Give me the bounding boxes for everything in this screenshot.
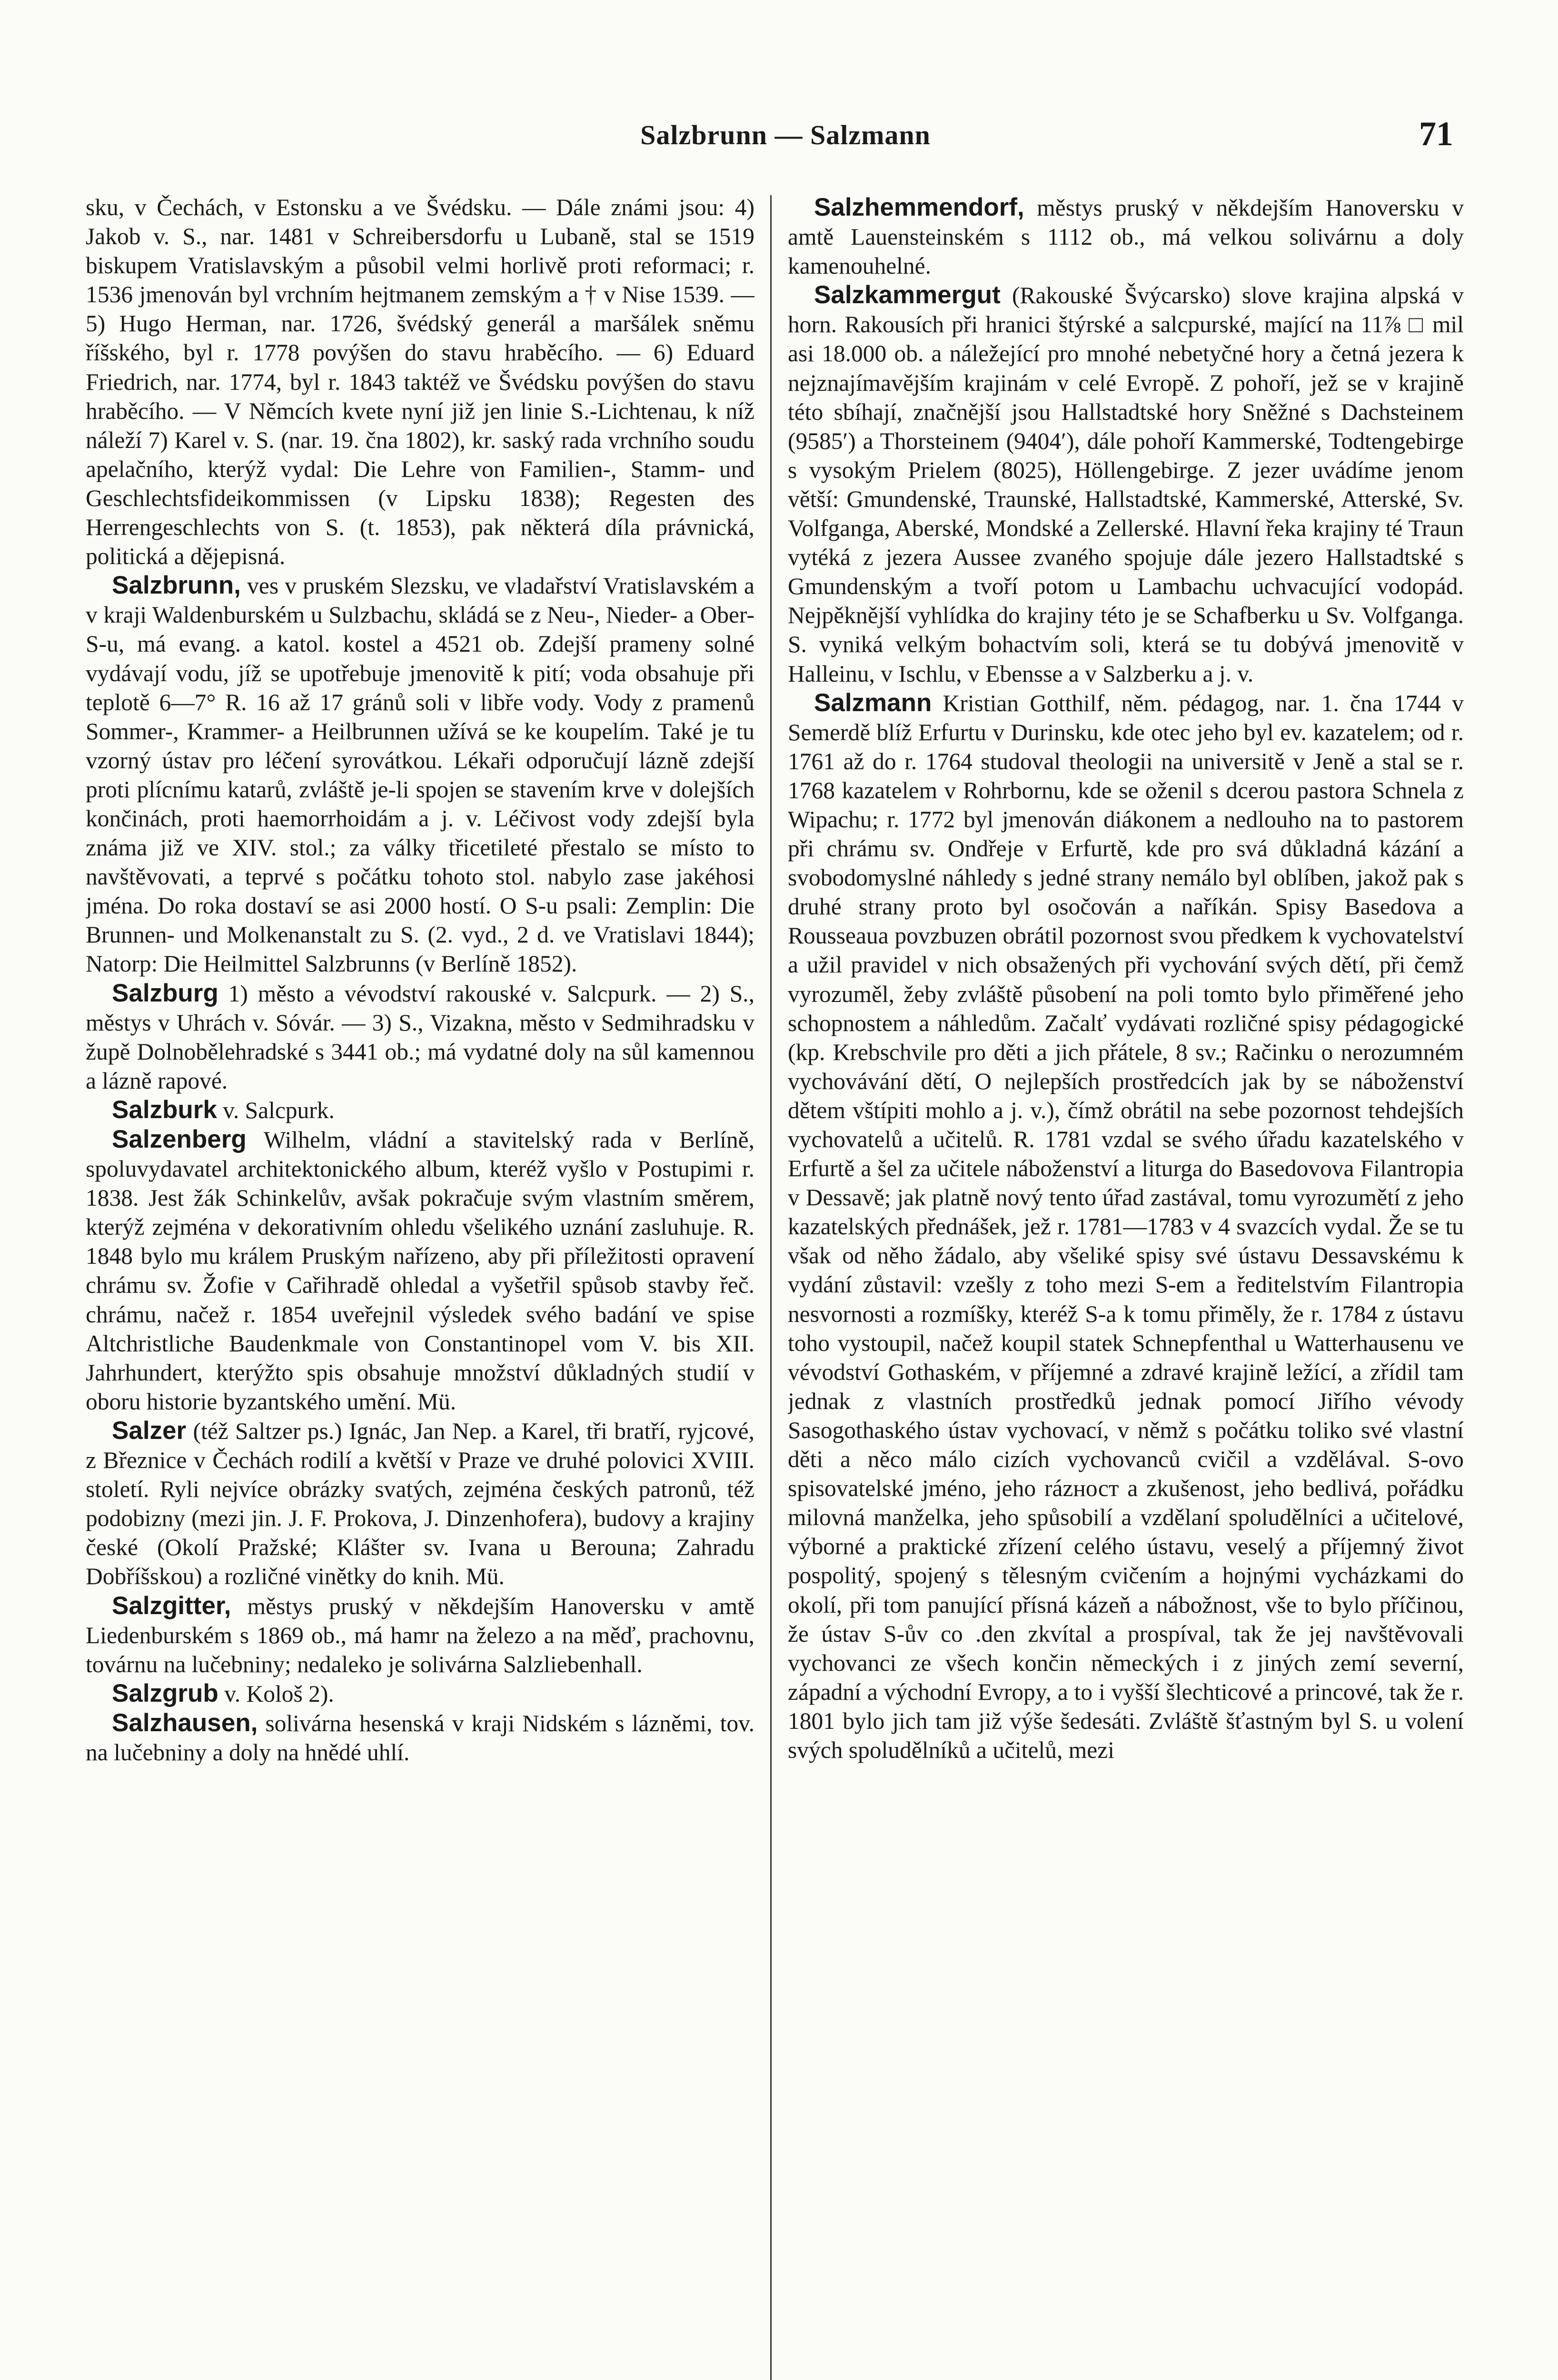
- column-divider: [770, 195, 772, 2380]
- entry-headword: Salzgitter,: [112, 1591, 231, 1620]
- dictionary-entry: [86, 571, 754, 978]
- left-column: [86, 193, 754, 2380]
- entry-headword: Salzenberg: [112, 1125, 247, 1153]
- entry-text: v. Salcpurk.: [217, 1097, 335, 1123]
- entry-text: (Rakouské Švýcarsko) slove krajina alpská v horn. Rakousích při hranici štýrské a salcpurské, mající na 11⅞ □ mil asi 18.000 ob. a náležející pro mnohé nebetyčné hory a četná jezera k nejznajímavějším krajinám v celé Evropě. Z pohoří, jež se v krajině této sbíhají, značnější jsou Hallstadtské hory Sněžné s Dachsteinem (9585′) a Thorsteinem (9404′), dále pohoří Kammerské, Todtengebirge s vysokým Prielem (8025), Höllengebirge. Z jezer uvádíme jenom větší: Gmundenské, Traunské, Hallstadtské, Kammerské, Atterské, Sv. Volfganga, Aberské, Mondské a Zellerské. Hlavní řeka krajiny té Traun vytéká z jezera Aussee zvaného spojuje dále jezero Hallstadtské s Gmundenským a tvoří potom u Lambachu uchvacující vodopád. Nejpěknější vyhlídka do krajiny této je se Schafberku u Sv. Volfganga. S. vyniká velkým bohactvím soli, která se tu dobývá jmenovitě v Halleinu, v Ischlu, v Ebensse a v Salzberku a j. v.: [788, 282, 1464, 687]
- entry-text: ves v pruském Slezsku, ve vladařství Vratislavském a v kraji Waldenburském u Sulzbachu, skládá se z Neu-, Nieder- a Ober-S-u, má evang. a katol. kostel a 4521 ob. Zdejší prameny solné vydávají vodu, jíž se upotřebuje jmenovitě k pití; voda obsahuje při teplotě 6—7° R. 16 až 17 gránů soli v libře vody. Vody z pramenů Sommer-, Krammer- a Heilbrunnen užívá se ke koupelím. Také je tu vzorný ústav pro léčení syrovátkou. Lékaři odporučují lázně zdejší proti plícnímu katarů, zvláště je-li spojen se stavením krve v dolejších končinách, proti haemorrhoidám a j. v. Léčivost vody zdejší byla známa již ve XIV. stol.; za války třicetileté přestalo se místo to navštěvovati, a teprvé s počátku tohoto stol. nabylo zase jakéhosi jména. Do roka dostaví se asi 2000 hostí. O S-u psali: Zemplin: Die Brunnen- und Molkenanstalt zu S. (2. vyd., 2 d. ve Vratislavi 1844); Natorp: Die Heilmittel Salzbrunns (v Berlíně 1852).: [86, 573, 754, 977]
- entry-text: (též Saltzer ps.) Ignác, Jan Nep. a Karel, tři bratří, ryjcové, z Březnice v Čechách rodilí a květší v Praze ve druhé polovici XVIII. století. Ryli nejvíce obrázky svatých, zejména českých patronů, též podobizny (mezi jin. J. F. Prokova, J. Dinzenhofera), budovy a krajiny české (Okolí Pražské; Klášter sv. Ivana u Berouna; Zahradu Dobříšskou) a rozličné vinětky do knih. Mü.: [86, 1418, 754, 1590]
- entry-text: Wilhelm, vládní a stavitelský rada v Berlíně, spoluvydavatel architektonického album, kteréž vyšlo v Postupimi r. 1838. Jest žák Schinkelův, avšak pokračuje svým vlastním směrem, kterýž zejména v dekorativním ohledu všelikého uznání zasluhuje. R. 1848 bylo mu králem Pruským nařízeno, aby při příležitosti opravení chrámu sv. Žofie v Cařihradě ohledal a vyšetřil spůsob stavby řeč. chrámu, načež r. 1854 uveřejnil výsledek svého badání ve spise Altchristliche Baudenkmale von Constantinopel vom V. bis XII. Jahrhundert, kterýžto spis obsahuje množství důkladných studií v oboru historie byzantského umění. Mü.: [86, 1127, 754, 1415]
- right-column: [788, 193, 1464, 2380]
- dictionary-entry: [86, 1708, 754, 1767]
- page-number: 71: [1419, 115, 1453, 153]
- entry-headword: Salzburg: [112, 979, 218, 1007]
- entry-headword: Salzbrunn,: [112, 571, 241, 600]
- page-header: [0, 115, 1558, 171]
- dictionary-entry: [86, 1591, 754, 1679]
- entry-text: solivárna hesenská v kraji Nidském s lázněmi, tov. na lučebniny a doly na hnědé uhlí.: [86, 1710, 754, 1765]
- entry-text: v. Kološ 2).: [218, 1680, 334, 1707]
- dictionary-entry: [86, 1095, 754, 1125]
- dictionary-entry: [86, 1679, 754, 1708]
- entry-headword: Salzer: [112, 1416, 187, 1445]
- running-title: Salzbrunn — Salzmann: [640, 119, 931, 150]
- entry-text: sku, v Čechách, v Estonsku a ve Švédsku. — Dále známi jsou: 4) Jakob v. S., nar. 1481 v Schreibersdorfu u Lubaně, stal se 1519 biskupem Vratislavským a působil velmi horlivě proti reformaci; r. 1536 jmenován byl vrchním hejtmanem zemským a † v Nise 1539. — 5) Hugo Herman, nar. 1726, švédský generál a maršálek sněmu říšského, byl r. 1778 povýšen do stavu hraběcího. — 6) Eduard Friedrich, nar. 1774, byl r. 1843 taktéž ve Švédsku povýšen do stavu hraběcího. — V Němcích kvete nyní již jen linie S.-Lichtenau, k níž náleží 7) Karel v. S. (nar. 19. čna 1802), kr. saský rada vrchního soudu apelačního, kterýž vydal: Die Lehre von Familien-, Stamm- und Geschlechtsfideikommissen (v Lipsku 1838); Regesten des Herrengeschlechts von S. (t. 1853), pak některá díla právnická, politická a dějepisná.: [86, 194, 754, 570]
- dictionary-entry: [788, 280, 1464, 688]
- entry-headword: Salzburk: [112, 1095, 217, 1124]
- dictionary-entry: [788, 688, 1464, 1765]
- dictionary-entry: [86, 979, 754, 1095]
- entry-text: 1) město a vévodství rakouské v. Salcpurk. — 2) S., městys v Uhrách v. Sóvár. — 3) S., Vizakna, město v Sedmihradsku v župě Dolnobělehradské s 3441 ob.; má vydatné doly na sůl kamennou a lázně rapové.: [86, 980, 754, 1094]
- dictionary-entry: [86, 193, 754, 571]
- entry-headword: Salzgrub: [112, 1679, 218, 1707]
- entry-headword: Salzmann: [814, 688, 932, 717]
- dictionary-entry: [86, 1125, 754, 1416]
- dictionary-entry: [788, 193, 1464, 280]
- entry-text: městys pruský v někdejším Hanoversku v amtě Lauensteinském s 1112 ob., má velkou solivárnu a doly kamenouhelné.: [788, 195, 1464, 279]
- entry-headword: Salzhemmendorf,: [814, 193, 1024, 221]
- entry-headword: Salzhausen,: [112, 1708, 258, 1737]
- entry-headword: Salzkammergut: [814, 281, 1001, 309]
- dictionary-entry: [86, 1416, 754, 1591]
- entry-text: městys pruský v někdejším Hanoversku v amtě Liedenburském s 1869 ob., má hamr na železo a na měď, prachovnu, továrnu na lučebniny; nedaleko je solivárna Salzliebenhall.: [86, 1593, 754, 1677]
- entry-text: Kristian Gotthilf, něm. pédagog, nar. 1. čna 1744 v Semerdě blíž Erfurtu v Durinsku, kde otec jeho byl ev. kazatelem; od r. 1761 až do r. 1764 studoval theologii na universitě v Jeně a stal se r. 1768 kazatelem v Rohrbornu, kde se oženil s dcerou pastora Schnela z Wipachu; r. 1772 byl jmenován diákonem a nedlouho na to pastorem při chrámu sv. Ondřeje v Erfurtě, kde pro svá důkladná kázání a svobodomyslné náhledy s jedné strany nemálo byl oblíben, jakož pak s druhé strany proto byl osočován a naříkán. Spisy Basedova a Rousseaua povzbuzen obrátil pozornost svou předkem k vychovatelství a užil pravidel v nich obsažených při vychování svých dětí, při čemž vyrozuměl, žeby zvláště působení na poli tomto bylo přiměřené jeho schopnostem a náhledům. Začalť vydávati rozličné spisy pédagogické (kp. Krebschvile pro děti a jich přátele, 8 sv.; Račinku o nerozumném vychovávání dětí, O nejlepších prostředcích jak by se náboženství dětem vštípiti mohlo a j. v.), čímž obrátil na sebe pozornost tehdejších vychovatelů a učitelů. R. 1781 vzdal se svého úřadu kazatelského v Erfurtě a šel za učitele náboženství a liturga do Basedovova Filantropia v Dessavě; jak platně nový tento úřad zastával, tomu vyrozumětí z jeho kazatelských přednášek, jež r. 1781—1783 v 4 svazcích vydal. Že se tu však od něho žádalo, aby všeliké spisy své ústavu Dessavskému k vydání zůstavil: vzešly z toho mezi S-em a ředitelstvím Filantropia nesvornosti a rozmíšky, kteréž S-a k tomu přiměly, že r. 1784 z ústavu toho vystoupil, načež koupil statek Schnepfenthal u Watterhausenu ve vévodství Gothaském, v příjemné a zdravé krajině ležící, a zřídil tam jednak z vlastních prostředků jednak pomocí Jiřího vévody Sasogothaského ústav vychovací, v němž s počátku toliko své vlastní děti a něco málo cizích vychovanců cvičil a vzdělával. S-ovo spisovatelské jméno, jeho rázност a zkušenost, jeho bedlivá, pořádku milovná manželka, jeho spůsobilí a vzdělaní spoludělníci a učitelové, výborné a praktické zřízení celého ústavu, veselý a příjemný život pospolitý, spojený s tělesným cvičením a hojnými vycházkami do okolí, při tom panující přísná kázeň a nábožnost, vše to bylo příčinou, že ústav S-ův co .den zkvítal a prospíval, tak že jej navštěvovali vychovanci ze všech končin německých i z jiných zemí severní, západní a východní Evropy, a to i vyšší šlechticové a princové, tak že r. 1801 bylo jich tam již výše šedesáti. Zvláště šťastným byl S. u volení svých spoludělníků a učitelů, mezi: [788, 690, 1464, 1763]
